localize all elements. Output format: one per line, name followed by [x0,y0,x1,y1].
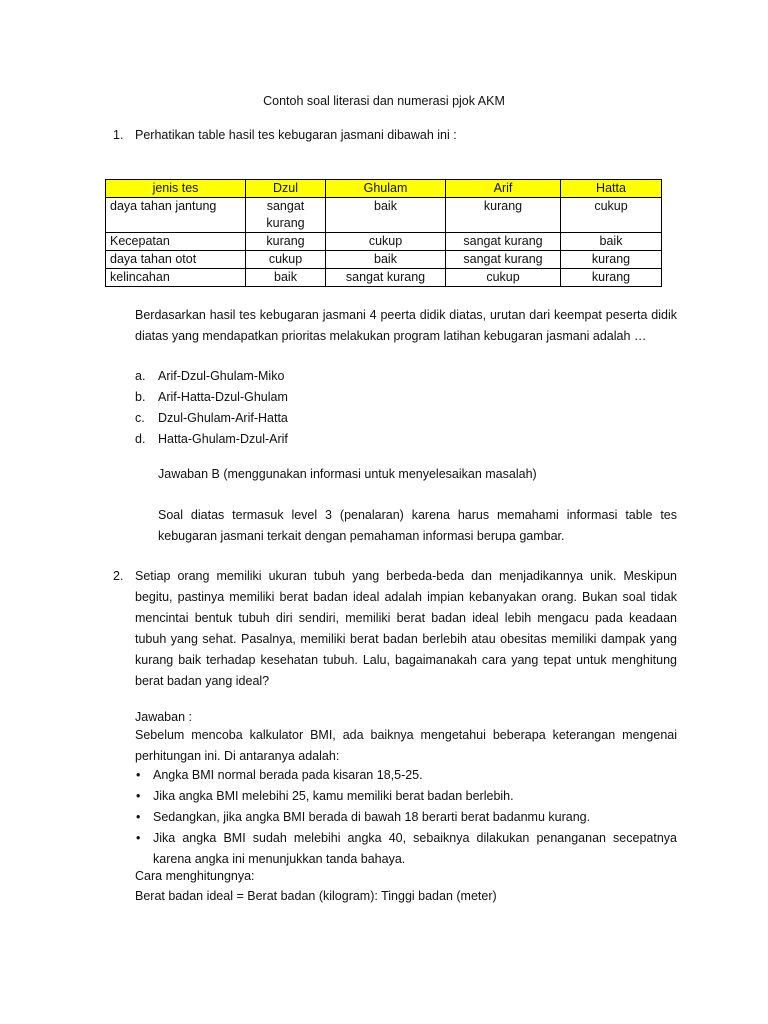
option-c [135,408,288,429]
list-item: • Angka BMI normal berada pada kisaran 18,5-25. [135,765,677,786]
table-cell: kurang [446,198,561,233]
bmi-notes-list [135,765,677,870]
option-b [135,387,288,408]
question-text: Setiap orang memiliki ukuran tubuh yang berbeda-beda dan menjadikannya unik. Meskipun begitu, pastinya memiliki berat badan ideal adalah impian kebanyakan orang. Bukan soal tidak mencintai bentuk tubuh diri sendiri, memiliki berat badan ideal lebih mengacu pada keadaan tubuh yang sehat. Pasalnya, memiliki berat badan berlebih atau obesitas memiliki dampak yang kurang baik terhadap kesehatan tubuh. Lalu, bagaimanakah cara yang tepat untuk menghitung berat badan yang ideal? [135,569,677,688]
table-row [106,198,662,233]
table-cell: cukup [446,269,561,287]
list-item: • Sedangkan, jika angka BMI berada di bawah 18 berarti berat badanmu kurang. [135,807,677,828]
table-cell: Kecepatan [106,233,246,251]
table-row [106,251,662,269]
option-d [135,429,288,450]
answer-options [135,366,288,450]
list-item: • Jika angka BMI melebihi 25, kamu memiliki berat badan berlebih. [135,786,677,807]
explanation: Soal diatas termasuk level 3 (penalaran) karena harus memahami informasi table tes kebugaran jasmani terkait dengan pemahaman informasi berupa gambar. [158,508,677,543]
table-header: jenis tes [106,180,246,198]
table-cell: kelincahan [106,269,246,287]
option-a [135,366,288,387]
option-letter: b. [135,390,146,404]
question-text: Berdasarkan hasil tes kebugaran jasmani 4 peerta didik diatas, urutan dari keempat peserta didik diatas yang mendapatkan prioritas melakukan program latihan kebugaran jasmani adalah … [135,308,677,343]
table-cell: cukup [246,251,326,269]
option-text: Hatta-Ghulam-Dzul-Arif [158,432,288,446]
table-cell: baik [326,198,446,233]
option-text: Arif-Hatta-Dzul-Ghulam [158,390,288,404]
answer-key: Jawaban B (menggunakan informasi untuk menyelesaikan masalah) [158,467,537,481]
table-header: Arif [446,180,561,198]
question-number: 1. [113,128,124,142]
table-cell: daya tahan jantung [106,198,246,233]
table-cell: cukup [326,233,446,251]
table-cell: baik [326,251,446,269]
answer-label: Jawaban : [135,710,192,724]
fitness-test-table [105,179,662,287]
option-text: Arif-Dzul-Ghulam-Miko [158,369,285,383]
question-number: 2. [113,569,124,583]
table-cell: sangat kurang [246,198,326,233]
list-item: • Jika angka BMI sudah melebihi angka 40, sebaiknya dilakukan penanganan secepatnya karena angka ini menunjukkan tanda bahaya. [135,828,677,870]
answer-intro: Sebelum mencoba kalkulator BMI, ada baiknya mengetahui beberapa keterangan mengenai perhitungan ini. Di antaranya adalah: [135,728,677,763]
question-prompt: Perhatikan table hasil tes kebugaran jasmani dibawah ini : [135,128,457,142]
table-cell: daya tahan otot [106,251,246,269]
table-header: Ghulam [326,180,446,198]
table-cell: kurang [561,269,662,287]
option-letter: d. [135,432,146,446]
table-header: Hatta [561,180,662,198]
option-letter: a. [135,369,146,383]
table-row [106,269,662,287]
table-header: Dzul [246,180,326,198]
table-row [106,233,662,251]
document-title: Contoh soal literasi dan numerasi pjok AKM [263,94,505,108]
table-cell: baik [246,269,326,287]
table-cell: kurang [561,251,662,269]
table-cell: sangat kurang [446,251,561,269]
option-letter: c. [135,411,145,425]
table-cell: sangat kurang [446,233,561,251]
option-text: Dzul-Ghulam-Arif-Hatta [158,411,288,425]
table-cell: cukup [561,198,662,233]
table-cell: kurang [246,233,326,251]
table-cell: baik [561,233,662,251]
table-cell: sangat kurang [326,269,446,287]
method-label: Cara menghitungnya: [135,869,255,883]
formula: Berat badan ideal = Berat badan (kilogram): Tinggi badan (meter) [135,889,497,903]
table-header-row [106,180,662,198]
